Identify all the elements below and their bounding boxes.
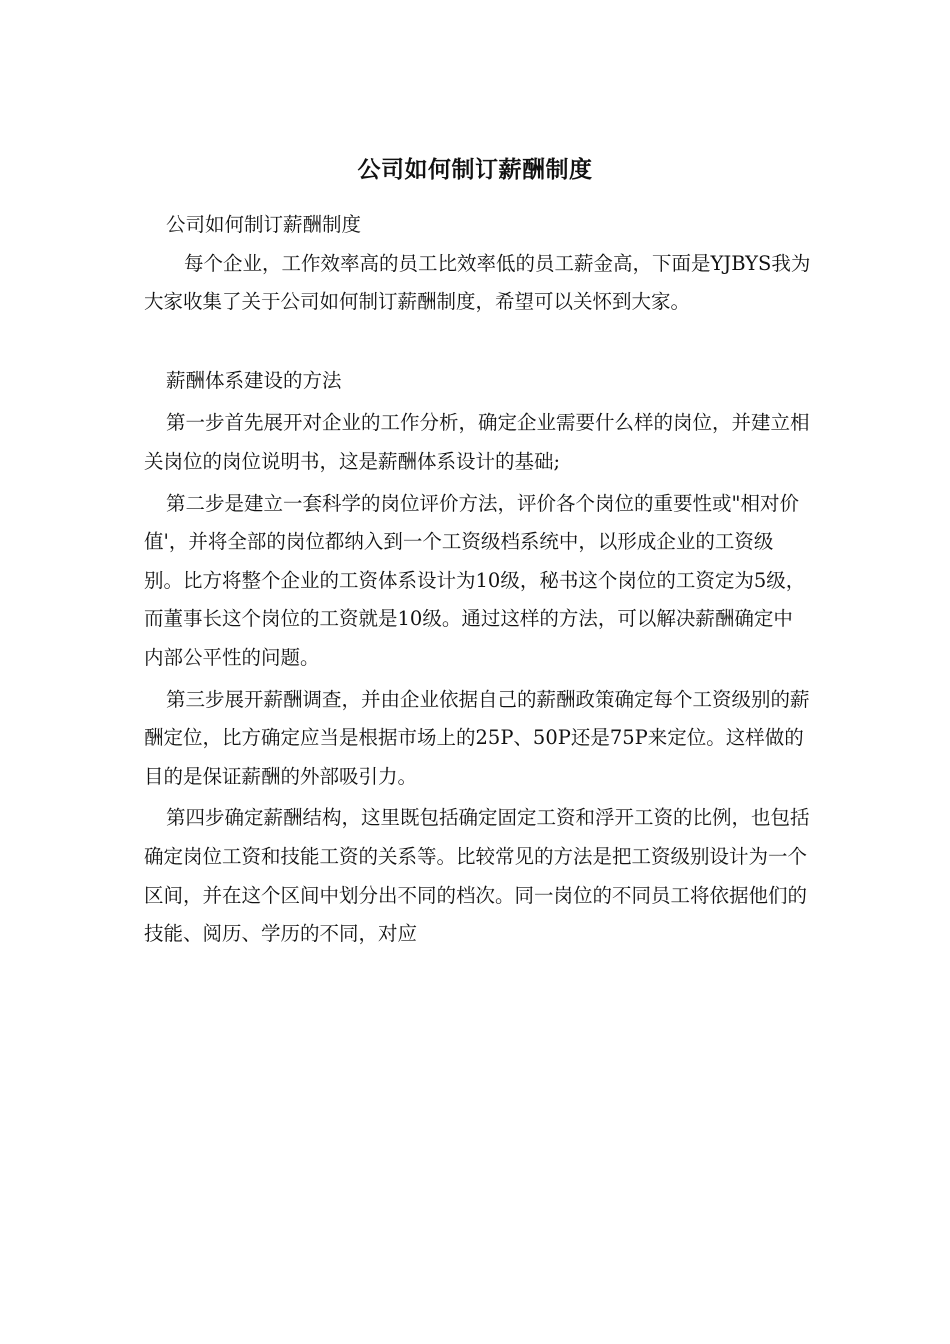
step-paragraph-2: 第二步是建立一套科学的岗位评价方法，评价各个岗位的重要性或"相对价值'，并将全部的岗位都纳入到一个工资级档系统中，以形成企业的工资级别。比方将整个企业的工资体系设计为10级，秘书这个岗位的工资定为5级，而董事长这个岗位的工资就是10级。通过这样的方法，可以解决薪酬确定中内部公平性的问题。 (144, 491, 806, 669)
step-paragraph-4: 第四步确定薪酬结构，这里既包括确定固定工资和浮开工资的比例，也包括确定岗位工资和技能工资的关系等。比较常见的方法是把工资级别设计为一个区间，并在这个区间中划分出不同的档次。同一岗位的不同员工将依据他们的技能、阅历、学历的不同，对应 (144, 806, 810, 946)
intro-paragraph: 每个企业，工作效率高的员工比效率低的员工薪金高，下面是YJBYS我为大家收集了关于公司如何制订薪酬制度，希望可以关怀到大家。 (144, 251, 811, 314)
section-heading: 薪酬体系建设的方法 (166, 368, 342, 392)
document-title: 公司如何制订薪酬制度 (357, 156, 593, 183)
step-paragraph-3: 第三步展开薪酬调查，并由企业依据自己的薪酬政策确定每个工资级别的薪酬定位，比方确定应当是根据市场上的25P、50P还是75P来定位。这样做的目的是保证薪酬的外部吸引力。 (144, 687, 810, 788)
step-paragraph-1: 第一步首先展开对企业的工作分析，确定企业需要什么样的岗位，并建立相关岗位的岗位说明书，这是薪酬体系设计的基础; (144, 411, 810, 473)
document-body (144, 206, 812, 957)
document-subtitle: 公司如何制订薪酬制度 (166, 213, 362, 236)
